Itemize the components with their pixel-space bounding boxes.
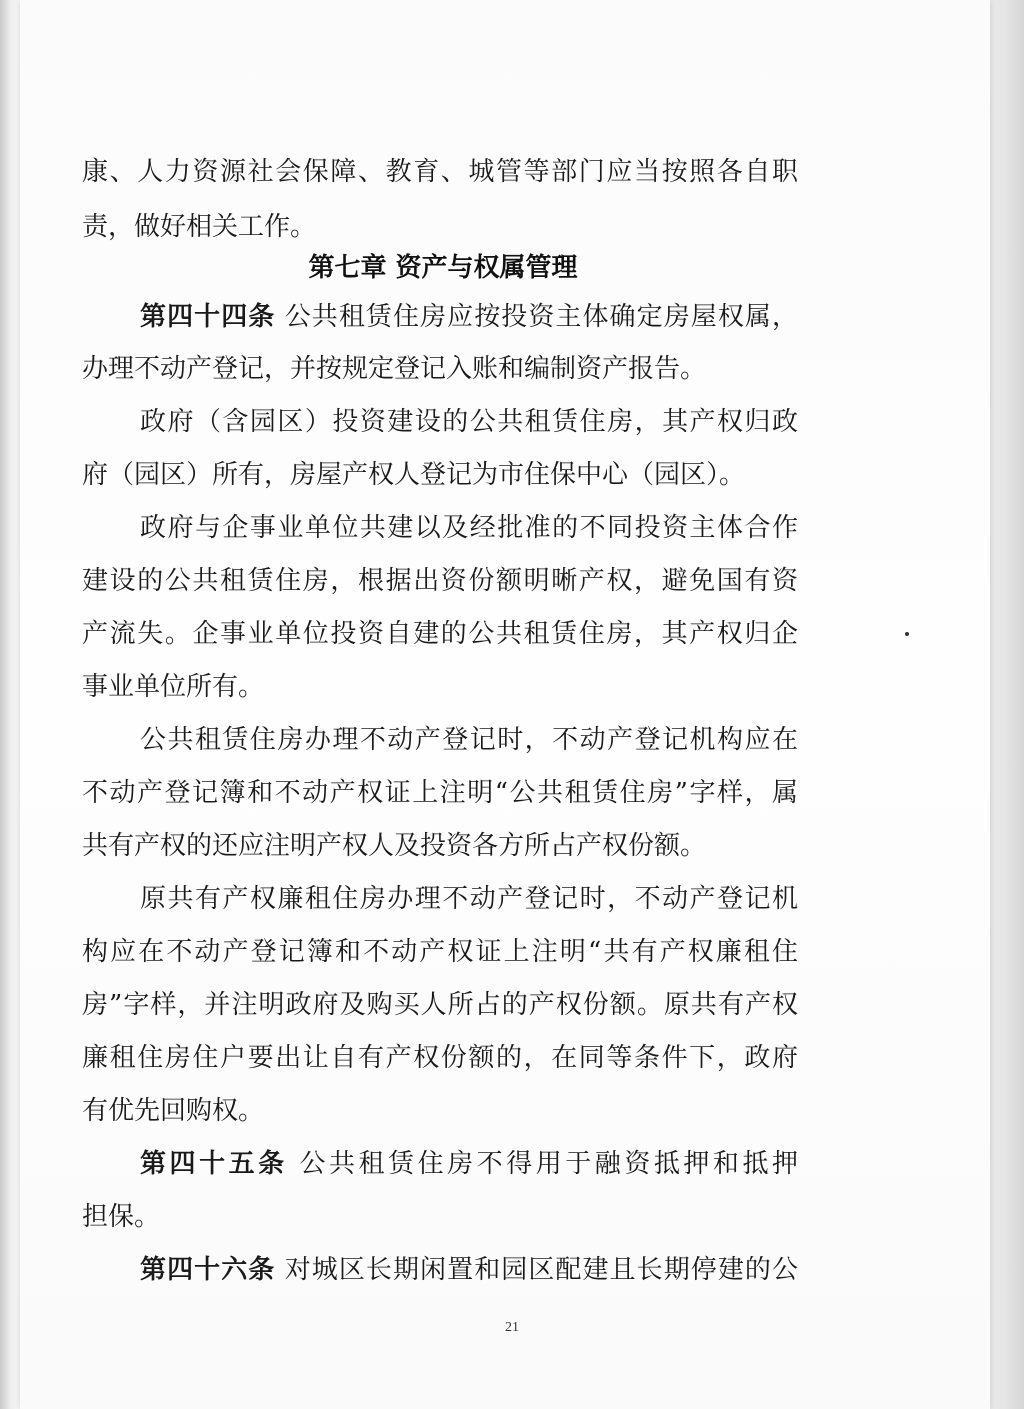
article-line bbox=[140, 1253, 798, 1287]
text-line: 担保。 bbox=[82, 1202, 161, 1232]
text-line: 房”字样，并注明政府及购买人所占的产权份额。原共有产权 bbox=[82, 990, 798, 1020]
article-text: 对城区长期闲置和园区配建且长期停建的公 bbox=[275, 1255, 798, 1285]
text-line: 公共租赁住房办理不动产登记时，不动产登记机构应在 bbox=[140, 725, 798, 755]
article-text: 公共租赁住房应按投资主体确定房屋权属， bbox=[275, 302, 798, 332]
article-number: 第四十六条 bbox=[140, 1255, 276, 1285]
text-line: 共有产权的还应注明产权人及投资各方所占产权份额。 bbox=[82, 831, 707, 861]
text-line: 事业单位所有。 bbox=[82, 672, 265, 702]
text-line: 府（园区）所有，房屋产权人登记为市住保中心（园区）。 bbox=[82, 460, 746, 490]
text-line: 不动产登记簿和不动产权证上注明“公共租赁住房”字样，属 bbox=[82, 778, 798, 808]
text-line: 责，做好相关工作。 bbox=[82, 212, 317, 242]
text-line: 廉租住房住户要出让自有产权份额的，在同等条件下，政府 bbox=[82, 1043, 798, 1073]
text-line: 有优先回购权。 bbox=[82, 1096, 265, 1126]
article-text: 公共租赁住房不得用于融资抵押和抵押 bbox=[287, 1149, 798, 1179]
scan-speck bbox=[905, 632, 909, 636]
page-number: 21 bbox=[505, 1320, 519, 1335]
text-line: 康、人力资源社会保障、教育、城管等部门应当按照各自职 bbox=[82, 157, 798, 187]
text-line: 政府与企事业单位共建以及经批准的不同投资主体合作 bbox=[140, 513, 798, 543]
article-line bbox=[140, 1147, 798, 1181]
article-number: 第四十五条 bbox=[140, 1149, 288, 1179]
text-line: 构应在不动产登记簿和不动产权证上注明“共有产权廉租住 bbox=[82, 937, 798, 967]
article-line bbox=[140, 300, 798, 334]
text-line: 办理不动产登记，并按规定登记入账和编制资产报告。 bbox=[82, 354, 707, 384]
chapter-heading: 第七章 资产与权属管理 bbox=[308, 253, 578, 283]
article-number: 第四十四条 bbox=[140, 302, 276, 332]
text-line: 建设的公共租赁住房，根据出资份额明晰产权，避免国有资 bbox=[82, 566, 798, 596]
text-line: 政府（含园区）投资建设的公共租赁住房，其产权归政 bbox=[140, 407, 798, 437]
text-line: 产流失。企事业单位投资自建的公共租赁住房，其产权归企 bbox=[82, 619, 798, 649]
text-line: 原共有产权廉租住房办理不动产登记时，不动产登记机 bbox=[140, 884, 798, 914]
